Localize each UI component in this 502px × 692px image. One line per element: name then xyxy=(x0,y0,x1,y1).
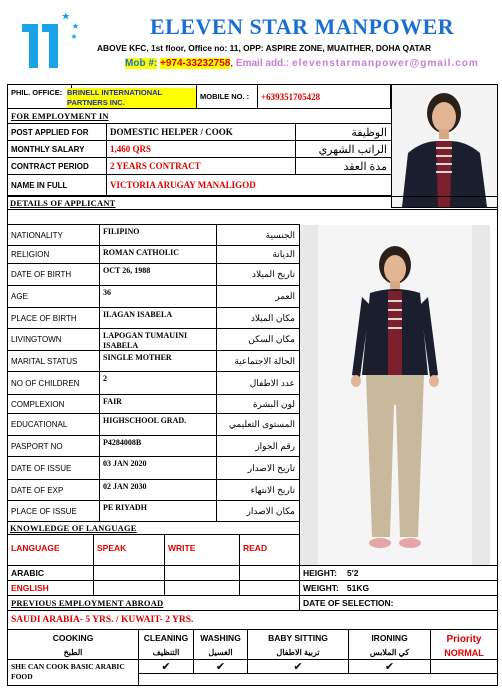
date-of-selection-field: DATE OF SELECTION: xyxy=(299,595,498,611)
arabic-read xyxy=(239,565,300,581)
company-address: ABOVE KFC, 1st floor, Office no: 11, OPP: ASPIRE ZONE, MUAITHER, DOHA QATAR xyxy=(97,43,432,53)
detail-arabic-label: الحالة الاجتماعية xyxy=(216,350,300,372)
detail-label: DATE OF BIRTH xyxy=(7,263,100,286)
employment-heading: FOR EMPLOYMENT IN xyxy=(7,108,392,124)
detail-arabic-label: تاريخ الميلاد xyxy=(216,263,300,286)
company-name: ELEVEN STAR MANPOWER xyxy=(150,14,455,39)
height-field: HEIGHT: 5'2 xyxy=(299,565,498,581)
detail-value: P4284008B xyxy=(99,435,217,457)
detail-arabic-label: تاريخ الاصدار xyxy=(216,456,300,480)
detail-arabic-label: المستوى التعليمي xyxy=(216,413,300,436)
detail-value: FILIPINO xyxy=(99,224,217,246)
employment-arabic-label: الراتب الشهري xyxy=(295,140,392,158)
detail-label: DATE OF EXP xyxy=(7,479,100,501)
skill-check: ✔ xyxy=(348,659,431,674)
detail-value: OCT 26, 1988 xyxy=(99,263,217,286)
detail-label: NATIONALITY xyxy=(7,224,100,246)
detail-arabic-label: العمر xyxy=(216,285,300,308)
email-separator: , xyxy=(230,58,234,69)
email-value: elevenstarmanpower@gmail.com xyxy=(292,58,479,69)
skill-header: CLEANING xyxy=(138,629,194,646)
employment-label: MONTHLY SALARY xyxy=(7,140,107,158)
detail-value: SINGLE MOTHER xyxy=(99,350,217,372)
previous-employment-value: SAUDI ARABIA- 5 YRS. / KUWAIT- 2 YRS. xyxy=(7,610,498,630)
detail-value: HIGHSCHOOL GRAD. xyxy=(99,413,217,436)
detail-arabic-label: مكان الاصدار xyxy=(216,500,300,522)
detail-label: EDUCATIONAL xyxy=(7,413,100,436)
cooking-note: SHE CAN COOK BASIC ARABIC FOOD xyxy=(7,659,139,686)
detail-value: PE RIYADH xyxy=(99,500,217,522)
detail-label: RELIGION xyxy=(7,245,100,264)
skill-arabic: الطبخ xyxy=(7,645,139,660)
detail-arabic-label: مكان الميلاد xyxy=(216,307,300,329)
skill-header: BABY SITTING xyxy=(247,629,349,646)
priority-value: NORMAL xyxy=(430,646,498,660)
detail-label: MARITAL STATUS xyxy=(7,350,100,372)
detail-label: NO OF CHILDREN xyxy=(7,371,100,395)
detail-value: 36 xyxy=(99,285,217,308)
detail-arabic-label: لون البشرة xyxy=(216,394,300,414)
contact-line xyxy=(125,58,479,69)
employment-value: DOMESTIC HELPER / COOK xyxy=(106,123,296,141)
skill-check: ✔ xyxy=(138,659,194,674)
detail-arabic-label: الجنسية xyxy=(216,224,300,246)
priority-label: Priority xyxy=(430,629,498,649)
detail-label: PLACE OF BIRTH xyxy=(7,307,100,329)
logo-eleven-icon xyxy=(8,10,78,70)
skill-check: ✔ xyxy=(247,659,349,674)
english-read xyxy=(239,580,300,596)
skill-check: ✔ xyxy=(193,659,248,674)
details-heading: DETAILS OF APPLICANT xyxy=(7,196,498,210)
speak-col-header: SPEAK xyxy=(93,534,165,566)
employment-arabic-label: مدة العقد xyxy=(295,157,392,175)
phil-office-label: PHIL. OFFICE: xyxy=(7,84,72,109)
employment-value: VICTORIA ARUGAY MANALIGOD xyxy=(106,174,392,196)
employment-label: POST APPLIED FOR xyxy=(7,123,107,141)
detail-label: LIVINGTOWN xyxy=(7,328,100,351)
skill-header: IRONING xyxy=(348,629,431,646)
detail-label: AGE xyxy=(7,285,100,308)
applicant-portrait-photo xyxy=(391,84,498,208)
english-write xyxy=(164,580,240,596)
mob-value: +974-33232758 xyxy=(160,58,231,69)
applicant-full-body-photo xyxy=(300,225,490,565)
weight-field: WEIGHT: 51KG xyxy=(299,580,498,596)
skill-arabic: الغسيل xyxy=(193,645,248,660)
english-speak xyxy=(93,580,165,596)
language-row-arabic: ARABIC xyxy=(7,565,94,581)
skill-header: WASHING xyxy=(193,629,248,646)
email-label: Email add.: xyxy=(235,58,290,69)
language-col-header: LANGUAGE xyxy=(7,534,94,566)
employment-arabic-label: الوظيفة xyxy=(295,123,392,141)
arabic-write xyxy=(164,565,240,581)
language-row-english: ENGLISH xyxy=(7,580,94,596)
employment-value: 1,460 QRS xyxy=(106,140,296,158)
skill-arabic: كي الملابس xyxy=(348,645,431,660)
detail-value: 2 xyxy=(99,371,217,395)
write-col-header: WRITE xyxy=(164,534,240,566)
detail-label: DATE OF ISSUE xyxy=(7,456,100,480)
mobile-value: +639351705428 xyxy=(257,84,391,109)
employment-value: 2 YEARS CONTRACT xyxy=(106,157,296,175)
logo xyxy=(8,10,78,70)
read-col-header: READ xyxy=(239,534,300,566)
detail-value: ROMAN CATHOLIC xyxy=(99,245,217,264)
detail-label: COMPLEXION xyxy=(7,394,100,414)
detail-value: 02 JAN 2030 xyxy=(99,479,217,501)
skill-arabic: تربية الاطفال xyxy=(247,645,349,660)
mob-label: Mob #: xyxy=(125,58,158,69)
previous-employment-heading: PREVIOUS EMPLOYMENT ABROAD xyxy=(7,595,300,611)
mobile-label: MOBILE NO. : xyxy=(196,84,258,109)
detail-arabic-label: مكان السكن xyxy=(216,328,300,351)
detail-label: PLACE OF ISSUE xyxy=(7,500,100,522)
employment-label: CONTRACT PERIOD xyxy=(7,157,107,175)
employment-label: NAME IN FULL xyxy=(7,174,107,196)
detail-arabic-label: رقم الجواز xyxy=(216,435,300,457)
detail-arabic-label: الديانة xyxy=(216,245,300,264)
skill-header: COOKING xyxy=(7,629,139,646)
detail-arabic-label: عدد الاطفال xyxy=(216,371,300,395)
arabic-speak xyxy=(93,565,165,581)
skill-arabic: التنظيف xyxy=(138,645,194,660)
detail-value: FAIR xyxy=(99,394,217,414)
detail-value: LAPOGAN TUMAUINI ISABELA xyxy=(99,328,217,351)
language-heading: KNOWLEDGE OF LANGUAGE xyxy=(7,521,300,535)
detail-arabic-label: تاريخ الانتهاء xyxy=(216,479,300,501)
detail-label: PASPORT NO xyxy=(7,435,100,457)
detail-value: ILAGAN ISABELA xyxy=(99,307,217,329)
skill-check-row-blank xyxy=(430,659,498,674)
phil-office-value: BRINELL INTERNATIONAL PARTNERS INC. xyxy=(64,84,196,109)
detail-value: 03 JAN 2020 xyxy=(99,456,217,480)
